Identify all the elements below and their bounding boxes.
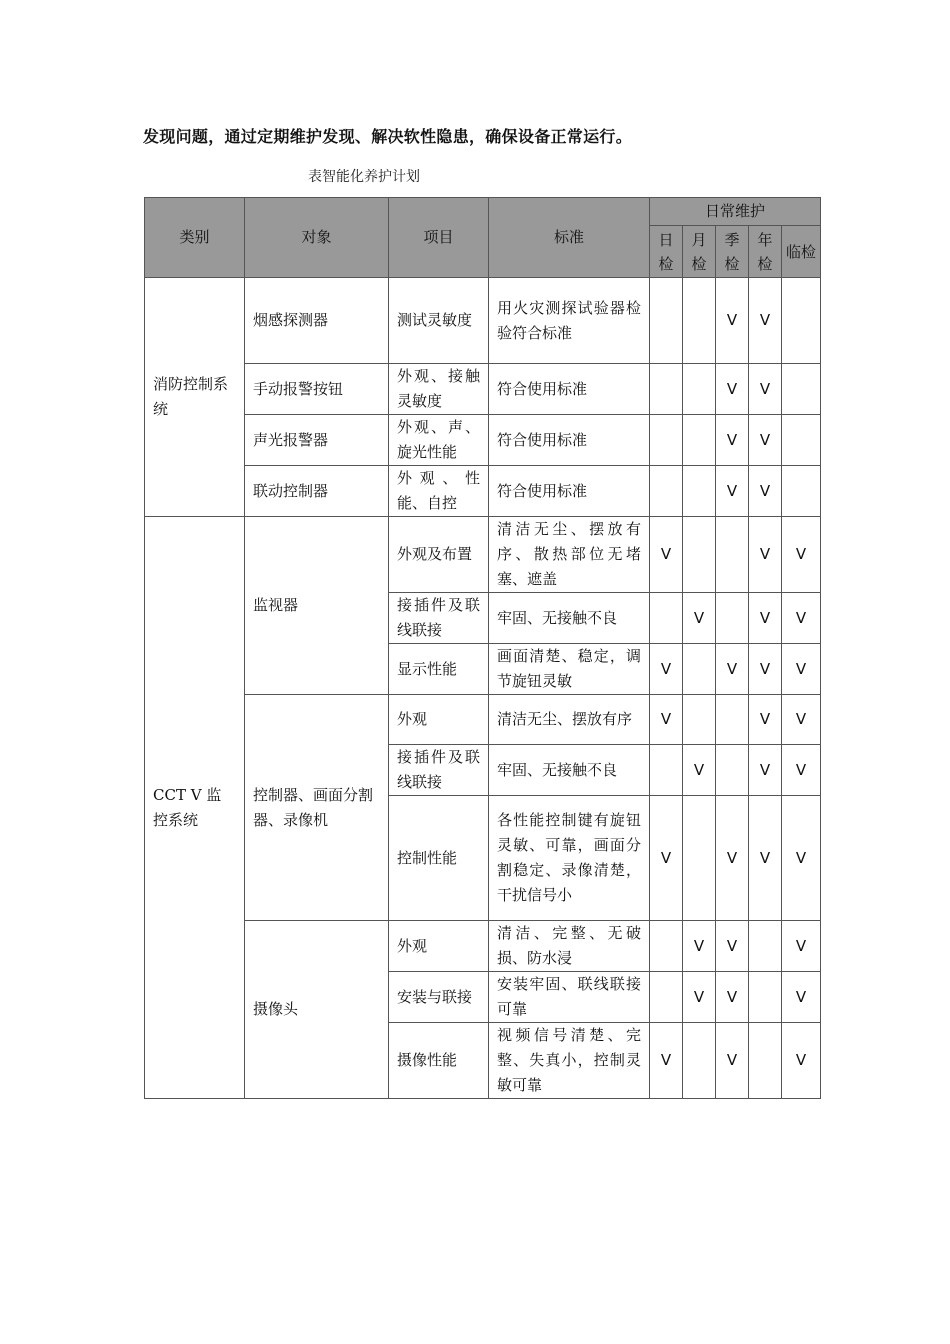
check-cell	[749, 517, 782, 593]
check-mark: V	[759, 848, 771, 867]
check-mark: V	[795, 760, 807, 779]
check-mark: V	[726, 987, 738, 1006]
table-row	[145, 466, 821, 517]
table-row	[145, 695, 821, 745]
check-cell	[749, 278, 782, 364]
standard-cell: 清洁、完整、无破损、防水浸	[489, 921, 650, 972]
check-cell	[782, 745, 821, 796]
check-mark: V	[795, 659, 807, 678]
check-cell	[782, 972, 821, 1023]
check-cell	[782, 1023, 821, 1099]
check-mark: V	[726, 659, 738, 678]
check-cell	[716, 415, 749, 466]
item-cell: 控制性能	[389, 796, 489, 921]
check-cell	[650, 415, 683, 466]
check-cell	[749, 415, 782, 466]
check-mark: V	[795, 936, 807, 955]
check-mark: V	[795, 987, 807, 1006]
item-cell: 显示性能	[389, 644, 489, 695]
check-cell	[716, 695, 749, 745]
check-mark: V	[726, 848, 738, 867]
check-mark: V	[726, 430, 738, 449]
check-cell	[716, 644, 749, 695]
check-cell	[650, 466, 683, 517]
check-mark: V	[693, 936, 705, 955]
check-mark: V	[759, 760, 771, 779]
check-cell	[716, 745, 749, 796]
check-cell	[650, 278, 683, 364]
check-cell	[749, 745, 782, 796]
check-mark: V	[660, 1051, 672, 1069]
check-cell	[749, 644, 782, 695]
check-mark: V	[726, 481, 738, 500]
table-row	[145, 921, 821, 972]
check-cell	[650, 695, 683, 745]
check-cell	[716, 593, 749, 644]
check-cell	[683, 466, 716, 517]
check-cell	[716, 278, 749, 364]
check-mark: V	[693, 760, 705, 779]
table-body	[145, 278, 821, 1099]
check-cell	[716, 796, 749, 921]
table-caption: 表智能化养护计划	[308, 169, 420, 185]
check-cell	[650, 1023, 683, 1099]
maintenance-table	[144, 197, 821, 1099]
check-cell	[683, 695, 716, 745]
standard-cell: 符合使用标准	[489, 415, 650, 466]
check-cell	[749, 796, 782, 921]
check-cell	[683, 415, 716, 466]
table-row	[145, 415, 821, 466]
header-adhoc: 临检	[782, 226, 821, 278]
header-daily: 日检	[650, 226, 683, 278]
object-cell: 手动报警按钮	[245, 364, 389, 415]
standard-cell: 符合使用标准	[489, 364, 650, 415]
check-cell	[683, 972, 716, 1023]
check-cell	[683, 517, 716, 593]
item-cell: 测试灵敏度	[389, 278, 489, 364]
header-routine: 日常维护	[650, 198, 821, 226]
check-cell	[683, 278, 716, 364]
item-cell: 安装与联接	[389, 972, 489, 1023]
standard-cell: 清洁无尘、摆放有序	[489, 695, 650, 745]
check-mark: V	[795, 608, 807, 627]
check-cell	[749, 466, 782, 517]
header-standard: 标准	[489, 198, 650, 278]
check-mark: V	[759, 481, 771, 500]
check-mark: V	[759, 659, 771, 678]
table-row	[145, 278, 821, 364]
check-cell	[716, 466, 749, 517]
check-mark: V	[693, 987, 705, 1006]
check-mark: V	[693, 608, 705, 627]
header-yearly: 年检	[749, 226, 782, 278]
item-cell: 外观	[389, 921, 489, 972]
item-cell: 外观、接触灵敏度	[389, 364, 489, 415]
check-cell	[749, 593, 782, 644]
table-row	[145, 517, 821, 593]
item-cell: 外观及布置	[389, 517, 489, 593]
intro-text: 发现问题，通过定期维护发现、解决软性隐患，确保设备正常运行。	[143, 127, 633, 146]
standard-cell: 安装牢固、联线联接可靠	[489, 972, 650, 1023]
header-category: 类别	[145, 198, 245, 278]
category-cell: CCT V 监控系统	[145, 517, 245, 1099]
check-cell	[782, 415, 821, 466]
item-cell: 外观、性能、自控	[389, 466, 489, 517]
check-mark: V	[660, 710, 672, 728]
header-monthly: 月检	[683, 226, 716, 278]
header-quarterly: 季检	[716, 226, 749, 278]
standard-cell: 各性能控制键有旋钮灵敏、可靠，画面分割稳定、录像清楚，干扰信号小	[489, 796, 650, 921]
check-cell	[782, 278, 821, 364]
check-cell	[683, 644, 716, 695]
check-cell	[782, 593, 821, 644]
check-cell	[650, 745, 683, 796]
table-header	[145, 198, 821, 278]
object-cell: 烟感探测器	[245, 278, 389, 364]
check-cell	[650, 364, 683, 415]
check-cell	[683, 921, 716, 972]
check-cell	[650, 644, 683, 695]
check-mark: V	[795, 710, 807, 728]
header-object: 对象	[245, 198, 389, 278]
standard-cell: 视频信号清楚、完整、失真小，控制灵敏可靠	[489, 1023, 650, 1099]
check-cell	[782, 466, 821, 517]
item-cell: 接插件及联线联接	[389, 593, 489, 644]
standard-cell: 画面清楚、稳定，调节旋钮灵敏	[489, 644, 650, 695]
check-mark: V	[726, 311, 738, 329]
check-cell	[683, 364, 716, 415]
check-cell	[749, 364, 782, 415]
check-cell	[716, 517, 749, 593]
check-mark: V	[795, 545, 807, 563]
object-cell: 监视器	[245, 517, 389, 695]
check-cell	[749, 695, 782, 745]
check-cell	[749, 921, 782, 972]
check-cell	[716, 364, 749, 415]
standard-cell: 清洁无尘、摆放有序、散热部位无堵塞、遮盖	[489, 517, 650, 593]
object-cell: 声光报警器	[245, 415, 389, 466]
check-mark: V	[726, 936, 738, 955]
item-cell: 外观	[389, 695, 489, 745]
check-cell	[683, 796, 716, 921]
check-mark: V	[795, 1051, 807, 1069]
item-cell: 摄像性能	[389, 1023, 489, 1099]
check-cell	[716, 921, 749, 972]
check-cell	[782, 644, 821, 695]
check-cell	[650, 796, 683, 921]
check-mark: V	[759, 608, 771, 627]
check-mark: V	[759, 379, 771, 398]
check-mark: V	[660, 848, 672, 867]
check-cell	[650, 921, 683, 972]
check-cell	[683, 745, 716, 796]
check-cell	[782, 921, 821, 972]
check-mark: V	[759, 311, 771, 329]
object-cell: 控制器、画面分割器、录像机	[245, 695, 389, 921]
check-mark: V	[726, 379, 738, 398]
check-cell	[683, 1023, 716, 1099]
check-cell	[650, 972, 683, 1023]
check-cell	[650, 517, 683, 593]
check-cell	[749, 1023, 782, 1099]
check-mark: V	[660, 659, 672, 678]
check-cell	[782, 695, 821, 745]
category-cell: 消防控制系统	[145, 278, 245, 517]
check-cell	[683, 593, 716, 644]
check-cell	[782, 364, 821, 415]
standard-cell: 牢固、无接触不良	[489, 593, 650, 644]
check-mark: V	[726, 1051, 738, 1069]
check-mark: V	[660, 545, 672, 563]
standard-cell: 用火灾测探试验器检验符合标准	[489, 278, 650, 364]
check-cell	[716, 972, 749, 1023]
object-cell: 摄像头	[245, 921, 389, 1099]
header-item: 项目	[389, 198, 489, 278]
check-mark: V	[795, 848, 807, 867]
standard-cell: 符合使用标准	[489, 466, 650, 517]
check-cell	[782, 517, 821, 593]
object-cell: 联动控制器	[245, 466, 389, 517]
check-mark: V	[759, 545, 771, 563]
check-cell	[716, 1023, 749, 1099]
check-cell	[749, 972, 782, 1023]
check-mark: V	[759, 710, 771, 728]
check-mark: V	[759, 430, 771, 449]
item-cell: 接插件及联线联接	[389, 745, 489, 796]
check-cell	[782, 796, 821, 921]
table-row	[145, 364, 821, 415]
standard-cell: 牢固、无接触不良	[489, 745, 650, 796]
check-cell	[650, 593, 683, 644]
item-cell: 外观、声、旋光性能	[389, 415, 489, 466]
